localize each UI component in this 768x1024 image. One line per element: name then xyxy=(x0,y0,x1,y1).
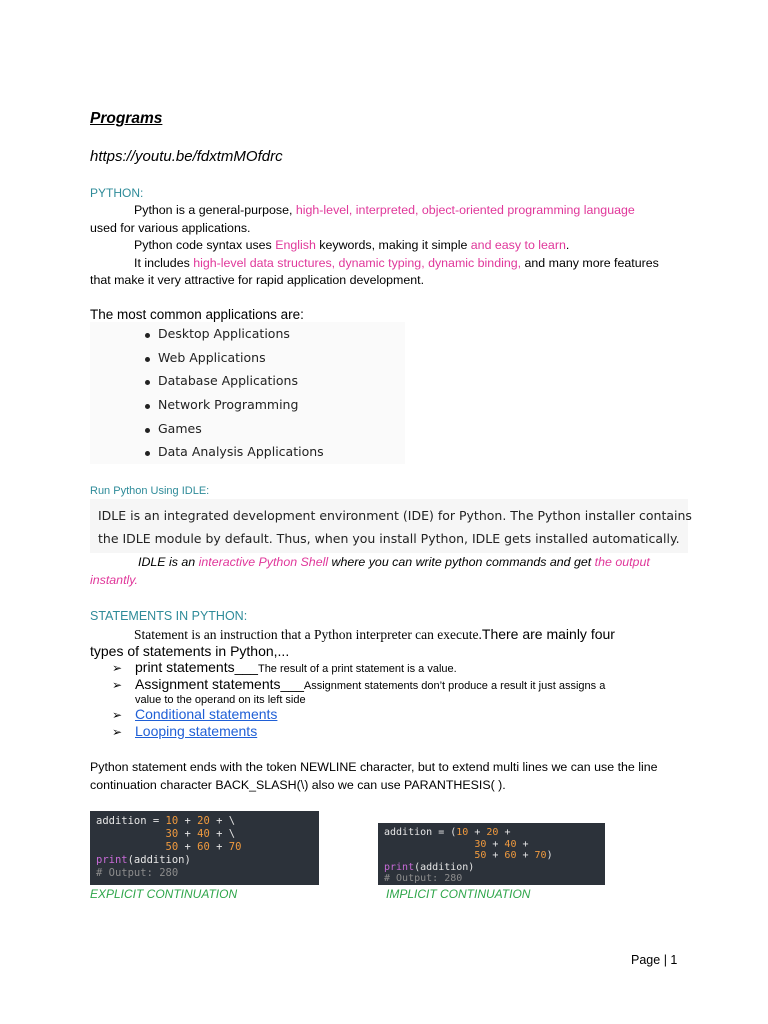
python-para-2: Python code syntax uses English keywords, making it simple and easy to learn. xyxy=(134,238,570,252)
conditional-statements-link[interactable]: Conditional statements xyxy=(135,706,278,722)
list-item: Data Analysis Applications xyxy=(90,444,405,468)
list-item: Desktop Applications xyxy=(90,326,405,350)
arrow-bullet-icon: ➢ xyxy=(112,708,123,722)
list-item xyxy=(112,707,692,722)
python-para-3: It includes high-level data structures, dynamic typing, dynamic binding, and many more features xyxy=(134,255,659,270)
idle-label: Run Python Using IDLE: xyxy=(90,485,210,497)
idle-box-line-1: IDLE is an integrated development environment (IDE) for Python. The Python installer contains xyxy=(98,508,692,523)
bullet-icon xyxy=(145,404,150,409)
arrow-bullet-icon: ➢ xyxy=(112,661,123,675)
list-item: Web Applications xyxy=(90,350,405,374)
idle-shell-note: IDLE is an interactive Python Shell where you can write python commands and get the output instantly. xyxy=(90,555,650,587)
page-footer xyxy=(631,953,677,967)
continuation-paragraph: Python statement ends with the token NEWLINE character, but to extend multi lines we can use the line continuation character BACK_SLASH(\) also we can use PARANTHESIS( ). xyxy=(90,760,658,792)
statements-intro: Statement is an instruction that a Python interpreter can execute.There are mainly four types of statements in Python,... xyxy=(90,626,615,659)
page-separator: | xyxy=(663,953,667,967)
bullet-icon xyxy=(145,357,150,362)
list-item: Network Programming xyxy=(90,397,405,421)
list-item xyxy=(112,724,692,739)
idle-description-image xyxy=(90,499,692,553)
bullet-icon xyxy=(145,428,150,433)
code-implicit-continuation: addition = (10 + 20 + 30 + 40 + 50 + 60 + 70) print(addition) # Output: 280 xyxy=(378,823,605,885)
bullet-icon xyxy=(145,451,150,456)
python-label: PYTHON: xyxy=(90,186,144,200)
list-item: Games xyxy=(90,421,405,445)
arrow-bullet-icon: ➢ xyxy=(112,725,123,739)
looping-statements-link[interactable]: Looping statements xyxy=(135,723,258,739)
idle-box-line-2: the IDLE module by default. Thus, when you install Python, IDLE gets installed automatically. xyxy=(98,531,680,546)
implicit-caption: IMPLICIT CONTINUATION xyxy=(386,887,531,901)
video-url[interactable]: https://youtu.be/fdxtmMOfdrc xyxy=(90,148,283,165)
python-para-3-cont: that make it very attractive for rapid application development. xyxy=(90,273,425,287)
page-label: Page xyxy=(631,953,661,967)
page-number: 1 xyxy=(670,953,678,967)
code-explicit-continuation: addition = 10 + 20 + \ 30 + 40 + \ 50 + 60 + 70 print(addition) # Output: 280 xyxy=(90,811,319,885)
bullet-icon xyxy=(145,380,150,385)
python-para-1-cont: used for various applications. xyxy=(90,220,251,235)
statements-heading: STATEMENTS IN PYTHON: xyxy=(90,609,248,623)
applications-heading: The most common applications are: xyxy=(90,307,304,322)
page-title: Programs xyxy=(90,110,163,127)
python-para-1: Python is a general-purpose, high-level, interpreted, object-oriented programming language xyxy=(134,203,635,217)
bullet-icon xyxy=(145,333,150,338)
applications-list-image xyxy=(90,322,405,464)
list-item: ➢ print statements___The result of a print statement is a value. xyxy=(112,659,457,675)
explicit-caption: EXPLICIT CONTINUATION xyxy=(90,887,238,901)
list-item: Database Applications xyxy=(90,373,405,397)
python-description xyxy=(90,202,690,290)
list-item: ➢ Assignment statements___Assignment statements don’t produce a result it just assigns a value to the operand on its left side xyxy=(112,676,606,706)
